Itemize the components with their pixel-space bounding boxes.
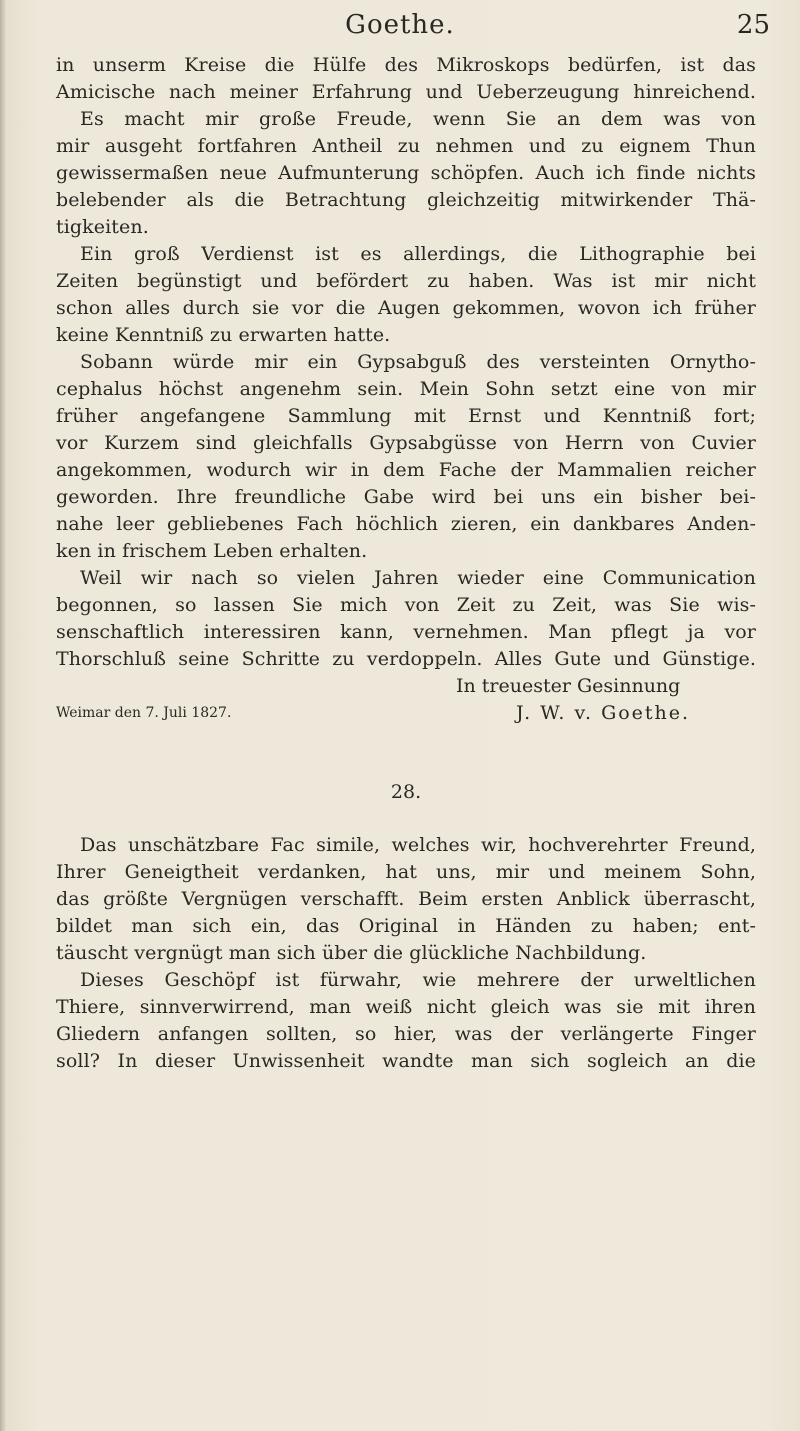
letter-closing: In treuester Gesinnung <box>456 675 681 697</box>
text-line: nahe leer gebliebenes Fach höchlich zieren, ein dankbares Anden- <box>56 513 756 535</box>
text-line: täuscht vergnügt man sich über die glückliche Nachbildung. <box>56 942 647 964</box>
text-line: Thorschluß seine Schritte zu verdoppeln. Alles Gute und Günstige. <box>56 648 756 670</box>
text-line: das größte Vergnügen verschafft. Beim ersten Anblick überrascht, <box>56 888 756 910</box>
text-line: Zeiten begünstigt und befördert zu haben. Was ist mir nicht <box>56 270 756 292</box>
text-line: angekommen, wodurch wir in dem Fache der Mammalien reicher <box>56 459 756 481</box>
text-line: vor Kurzem sind gleichfalls Gypsabgüsse von Herrn von Cuvier <box>56 432 756 454</box>
text-line: gewissermaßen neue Aufmunterung schöpfen. Auch ich finde nichts <box>56 162 756 184</box>
running-head <box>20 6 780 46</box>
text-line-content: Sobann würde mir ein Gypsabguß des versteinten Ornytho- <box>80 351 756 373</box>
text-line: belebender als die Betrachtung gleichzeitig mitwirkender Thä- <box>56 189 756 211</box>
text-line: in unserm Kreise die Hülfe des Mikroskops bedürfen, ist das <box>56 54 756 76</box>
text-line: Gliedern anfangen sollten, so hier, was der verlängerte Finger <box>56 1023 756 1045</box>
text-line: keine Kenntniß zu erwarten hatte. <box>56 324 391 346</box>
page-number: 25 <box>736 10 770 40</box>
text-line: geworden. Ihre freundliche Gabe wird bei uns ein bisher bei- <box>56 486 756 508</box>
letter-closing-block <box>56 673 756 727</box>
text-line: begonnen, so lassen Sie mich von Zeit zu Zeit, was Sie wis- <box>56 594 756 616</box>
text-line: Thiere, sinnverwirrend, man weiß nicht gleich was sie mit ihren <box>56 996 756 1018</box>
text-line: früher angefangene Sammlung mit Ernst und Kenntniß fort; <box>56 405 756 427</box>
place-date: Weimar den 7. Juli 1827. <box>56 705 232 721</box>
text-line: Amicische nach meiner Erfahrung und Ueberzeugung hinreichend. <box>56 81 756 103</box>
text-line: ken in frischem Leben erhalten. <box>56 540 368 562</box>
running-title: Goethe. <box>345 10 455 40</box>
body-text <box>56 52 756 1075</box>
text-line: Weil wir nach so vielen Jahren wieder eine Communication <box>80 567 756 589</box>
text-line: bildet man sich ein, das Original in Händen zu haben; ent- <box>56 915 756 937</box>
text-line: Ihrer Geneigtheit verdanken, hat uns, mir und meinem Sohn, <box>56 861 756 883</box>
letter-28-body <box>56 832 756 1075</box>
binding-edge <box>0 0 6 1431</box>
text-line: Ein groß Verdienst ist es allerdings, die Lithographie bei <box>80 243 756 265</box>
text-line: senschaftlich interessiren kann, vernehmen. Man pflegt ja vor <box>56 621 756 643</box>
text-line: soll? In dieser Unwissenheit wandte man sich sogleich an die <box>56 1050 756 1072</box>
text-line: mir ausgeht fortfahren Antheil zu nehmen und zu eignem Thun <box>56 135 756 157</box>
text-line: Das unschätzbare Fac simile, welches wir, hochverehrter Freund, <box>80 834 756 856</box>
text-line: Es macht mir große Freude, wenn Sie an dem was von <box>80 108 756 130</box>
text-line: tigkeiten. <box>56 216 149 238</box>
text-line: Dieses Geschöpf ist fürwahr, wie mehrere der urweltlichen <box>80 969 756 991</box>
letter-27-body <box>56 52 756 727</box>
text-line: schon alles durch sie vor die Augen gekommen, wovon ich früher <box>56 297 756 319</box>
signature: J. W. v. Goethe. <box>516 702 691 724</box>
text-line: cephalus höchst angenehm sein. Mein Sohn setzt eine von mir <box>56 378 756 400</box>
text-line <box>56 349 756 376</box>
letter-number: 28. <box>390 781 422 803</box>
